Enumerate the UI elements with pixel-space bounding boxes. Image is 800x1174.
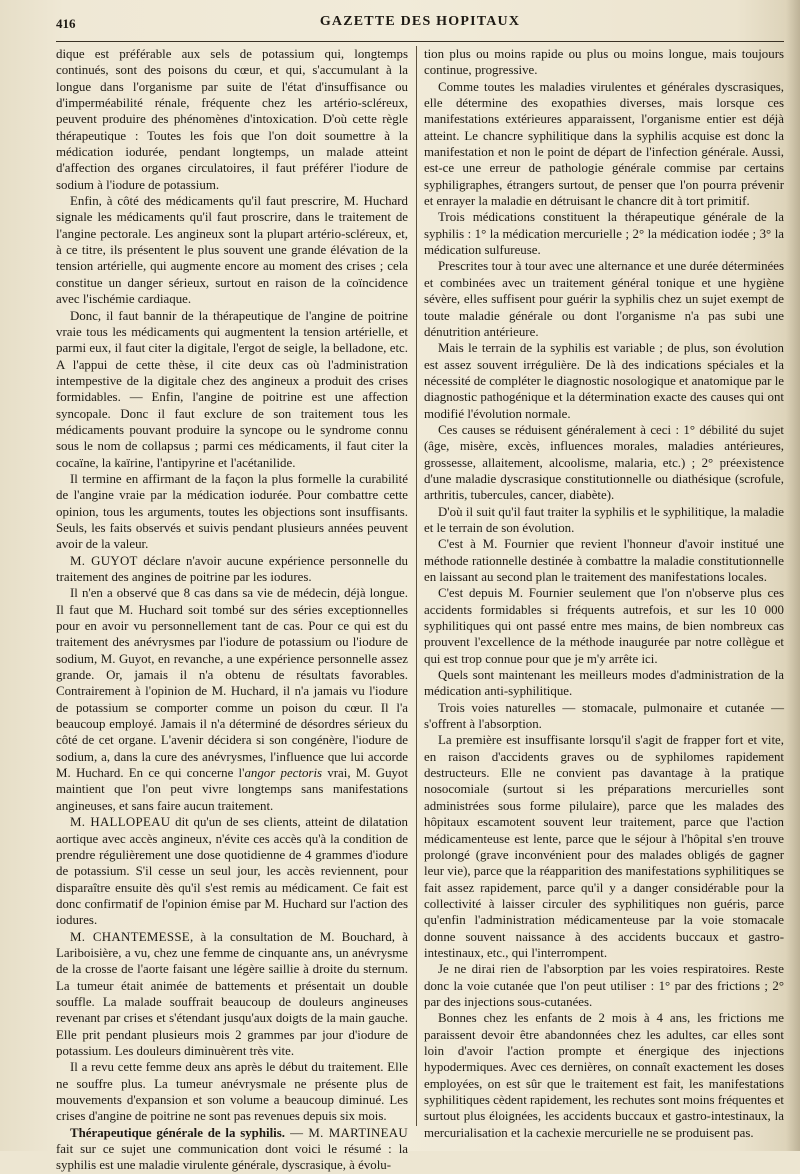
paragraph: [424, 732, 784, 961]
speaker-name: M. HALLOPEAU: [70, 815, 171, 830]
header-rule: [56, 41, 784, 42]
paragraph-text: La première est insuffisante lorsqu'il s'agit de frapper fort et vite, en raison d'accidents graves ou de syphilomes rapidement destructeurs. Elle ne convient pas davantage à la pratique nosocomiale (surtout si les préparations mercurielles sont administrées sous forme pilulaire), parce que les malades des hôpitaux escamotent souvent leur traitement, parce que l'action médicamenteuse est lente, parce que le séjour à l'hôpital s'en trouve prolongé (grave inconvénient pour des malades obligés de gagner leur vie), parce que la réapparition des manifestations syphilitiques se fait assez rapidement, parce qu'il y a danger considérable pour la collectivité à laisser circuler des syphilitiques non guéris, parce qu'enfin l'administration médicamenteuse par la voie stomacale donne souvent naissance à des accidents buccaux et gastro-intestinaux, etc., qui l'interrompent.: [424, 733, 784, 960]
paragraph-text: Trois médications constituent la thérapeutique générale de la syphilis : 1° la médication mercurielle ; 2° la médication iodée ; 3° la médication sulfureuse.: [424, 210, 784, 258]
paragraph: [424, 340, 784, 422]
paragraph-text: dit qu'un de ses clients, atteint de dilatation aortique avec accès angineux, n'évite ces accès qu'à la condition de prendre régulièrement une dose quotidienne de 4 grammes d'iodure de potassium. S'il cesse un seul jour, les accès reviennent, pour disparaître ensuite dès qu'il s'est remis au médicament. Ce fait est donc confirmatif de l'opinion émise par M. Huchard sur l'action des iodures.: [56, 815, 408, 928]
paragraph: [424, 961, 784, 1010]
left-column: [56, 46, 409, 1173]
paragraph-text: Mais le terrain de la syphilis est variable ; de plus, son évolution est assez souvent irrégulière. De là des indications spéciales et la nécessité de compléter le diagnostic nosologique et anatomique par le diagnostic pathogénique et la détermination exacte des causes qui ont modifié l'évolution normale.: [424, 341, 784, 421]
paragraph-text: C'est depuis M. Fournier seulement que l'on n'observe plus ces accidents formidables si fréquents autrefois, et sur les 10 000 syphilitiques qui ont passé entre mes mains, de bien nombreux cas prouvent l'excellence de la méthode inaugurée par notre collègue et qui est trop connue pour que je m'y arrête ici.: [424, 586, 784, 666]
paragraph-text: Il a revu cette femme deux ans après le début du traitement. Elle ne souffre plus. La tumeur anévrysmale ne présente plus de mouvements d'expansion et son volume a beaucoup diminué. Les crises d'angine de poitrine ne sont pas revenues depuis six mois.: [56, 1060, 408, 1124]
paragraph: [424, 1010, 784, 1141]
paragraph-text: tion plus ou moins rapide ou plus ou moins longue, mais toujours continue, progressive.: [424, 47, 784, 78]
paragraph: [424, 79, 784, 210]
page-number: 416: [56, 16, 76, 31]
paragraph-text: Comme toutes les maladies virulentes et générales dyscrasiques, elle détermine des exopathies diverses, mais lorsque ces manifestations extérieures apparaissent, l'organisme entier est déjà atteint. Le chancre syphilitique dans la syphilis acquise est donc la manifestation et non le point de départ de l'infection générale. Aussi, est-ce une erreur de pathologie générale commise par certains syphiligraphes, étrangers surtout, de penser que l'on pourra prévenir et enrayer la maladie en détruisant le chancre dit à tort primitif.: [424, 79, 784, 209]
paragraph: [424, 504, 784, 537]
section-heading-paragraph: [56, 1125, 408, 1174]
paragraph: [56, 1059, 408, 1124]
paragraph: [56, 585, 408, 814]
paragraph-text: Prescrites tour à tour avec une alternance et une durée déterminées et combinées avec un traitement général tonique et une hygiène sévère, elles suffisent pour guérir la syphilis chez un sujet exempt de toute maladie générale ou dont l'organisme n'a pas subi une dénutrition antérieure.: [424, 259, 784, 339]
paragraph: [424, 536, 784, 585]
paragraph-text: , à la consultation de M. Bouchard, à Lariboisière, a vu, chez une femme de cinquante ans, un anévrysme de la crosse de l'aorte faisant une légère saillie à droite du sternum. La tumeur était animée de battements et présentait un double souffle. La malade souffrait beaucoup de douleurs angineuses revenant par crises et s'étendant jusqu'aux doigts de la main gauche. Elle prit pendant plusieurs mois 2 grammes par jour d'iodure de potassium. Les douleurs diminuèrent très vite.: [56, 929, 408, 1058]
page-edge-shadow: [786, 0, 800, 1151]
paragraph-text: Je ne dirai rien de l'absorption par les voies respiratoires. Reste donc la voie cutanée que l'on peut utiliser : 1° par des frictions ; 2° par des injections sous-cutanées.: [424, 962, 784, 1009]
speaker-name: M. CHANTEMESSE: [70, 929, 190, 944]
paragraph-text: déclare n'avoir aucune expérience personnelle du traitement des angines de poitrine par les iodures.: [56, 553, 409, 584]
paragraph: [424, 422, 784, 504]
paragraph: [56, 193, 408, 307]
paragraph-text-after: vrai, M. Guyot maintient que l'on peut vivre longtemps sans manifestations angineuses, et sans faire aucun traitement.: [56, 766, 408, 813]
paragraph: [424, 258, 784, 340]
paragraph-text: Ces causes se réduisent généralement à ceci : 1° débilité du sujet (âge, misère, excès, influences morales, maladies antérieures, grossesse, allaitement, alcoolisme, malaria, etc.) ; 2° préexistence d'une maladie dyscrasique constitutionnelle ou diathésique (scrofule, arthritis, tubercules, cancer, diabète).: [424, 422, 784, 503]
speaker-name: — M. MARTINEAU: [285, 1125, 408, 1140]
paragraph-text: fait sur ce sujet une communication dont voici le résumé : la syphilis est une maladie virulente générale, dyscrasique, à évolu-: [56, 1142, 408, 1173]
speaker-paragraph: [56, 814, 408, 928]
right-column: [424, 46, 784, 1140]
running-title: GAZETTE DES HOPITAUX: [319, 14, 521, 29]
paragraph-text: D'où il suit qu'il faut traiter la syphilis et le syphilitique, la maladie et le terrain de son évolution.: [424, 504, 784, 535]
paragraph-text: Il termine en affirmant de la façon la plus formelle la curabilité de l'angine vraie par la médication iodurée. Pour combattre cette opinion, tous les arguments, toutes les objections sont insuffisants. Seuls, les faits observés et suivis pendant plusieurs années peuvent avoir de la valeur.: [56, 471, 408, 552]
paragraph-text: Quels sont maintenant les meilleurs modes d'administration de la médication anti-syphilitique.: [424, 668, 784, 699]
italic-term: angor pectoris: [244, 766, 323, 781]
speaker-name: M. GUYOT: [70, 553, 138, 568]
paragraph: [424, 667, 784, 700]
paragraph: [56, 471, 408, 553]
paragraph: [424, 585, 784, 667]
paragraph-text: C'est à M. Fournier que revient l'honneur d'avoir institué une méthode rationnelle destinée à combattre la maladie constitutionnelle en laissant au second plan le traitement des manifestations locales.: [424, 537, 784, 584]
paragraph-text: Donc, il faut bannir de la thérapeutique de l'angine de poitrine vraie tous les médicaments qui augmentent la tension artérielle, et parmi eux, il faut citer la digitale, l'ergot de seigle, la belladone, etc. A l'appui de cette thèse, il cite deux cas où l'administration intempestive de la digitale chez des angineux a produit des crises formidables. — Enfin, l'angine de poitrine est une affection syncopale. Donc il faut exclure de son traitement tous les médicaments pouvant produire la syncope ou le syndrome connu sous le nom de collapsus ; parmi ces médicaments, il faut citer la cocaïne, la kaïrine, l'antipyrine et l'acétanilide.: [56, 308, 408, 470]
paragraph-text: Enfin, à côté des médicaments qu'il faut prescrire, M. Huchard signale les médicaments qu'il faut proscrire, dans le traitement de l'angine pectorale. Les angineux sont la plupart artério-scléreux, et, à ce titre, ils présentent le plus souvent une grande élévation de la tension artérielle, qui augmente encore au moment des crises ; cela constitue un danger sérieux, surtout en raison de la coïncidence avec l'ischémie cardiaque.: [56, 194, 408, 307]
paragraph: [424, 209, 784, 258]
paragraph-text: Trois voies naturelles — stomacale, pulmonaire et cutanée — s'offrent à l'absorption.: [424, 700, 784, 732]
paragraph: [56, 308, 408, 471]
paragraph: [424, 700, 784, 733]
paragraph-continued: [424, 46, 784, 79]
page-header: [56, 14, 784, 36]
paragraph-text: Il n'en a observé que 8 cas dans sa vie de médecin, déjà longue. Il faut que M. Huchard soit tombé sur des séries exceptionnelles pour en avoir vu personnellement tant de cas. Pour ce qui est du traitement des anévrysmes par l'iodure de potassium ou l'iodure de sodium, M. Guyot, en revanche, a une expérience personnelle assez grande. Or, jamais il n'a obtenu de résultats favorables. Contrairement à l'opinion de M. Huchard, il n'a jamais vu l'iodure de potassium se comporter comme un poison du cœur. Il l'a beaucoup employé. Jamais il n'a déterminé de désordres sérieux du côté de cet organe. L'avenir décidera si son congénère, l'iodure de sodium, a, dans la cure des anévrysmes, l'influence que lui accorde M. Huchard. En ce qui concerne l': [56, 586, 408, 781]
section-title: Thérapeutique générale de la syphilis.: [70, 1125, 286, 1140]
paragraph-text: dique est préférable aux sels de potassium qui, longtemps continués, sont des poisons du cœur, et qui, s'accumulant à la longue dans l'organisme par suite de l'état d'insuffisance ou d'imperméabilité rénale, fréquente chez les artério-scléreux, peuvent produire des phénomènes d'intoxication. D'où cette règle thérapeutique : Toutes les fois que l'on doit soumettre à la médication iodurée, pendant longtemps, un malade atteint d'affection des organes circulatoires, il faut préférer l'iodure de sodium à l'iodure de potassium.: [56, 47, 408, 192]
paragraph-continued: [56, 46, 408, 193]
speaker-paragraph: [56, 929, 408, 1060]
speaker-paragraph: [56, 553, 408, 586]
column-divider: [416, 46, 417, 1126]
paragraph-text: Bonnes chez les enfants de 2 mois à 4 ans, les frictions me paraissent devoir être abandonnées chez les adultes, car elles sont loin d'avoir l'action prompte et énergique des injections hypodermiques. Avec ces dernières, on connaît exactement les doses employées, on est sûr que le traitement est fait, les manifestations syphilitiques cèdent rapidement, les rechutes sont moins fréquentes et surtout plus éloignées, les accidents buccaux et gastro-intestinaux, la mercurialisation et la cachexie mercurielle ne se produisent pas.: [424, 1011, 784, 1140]
